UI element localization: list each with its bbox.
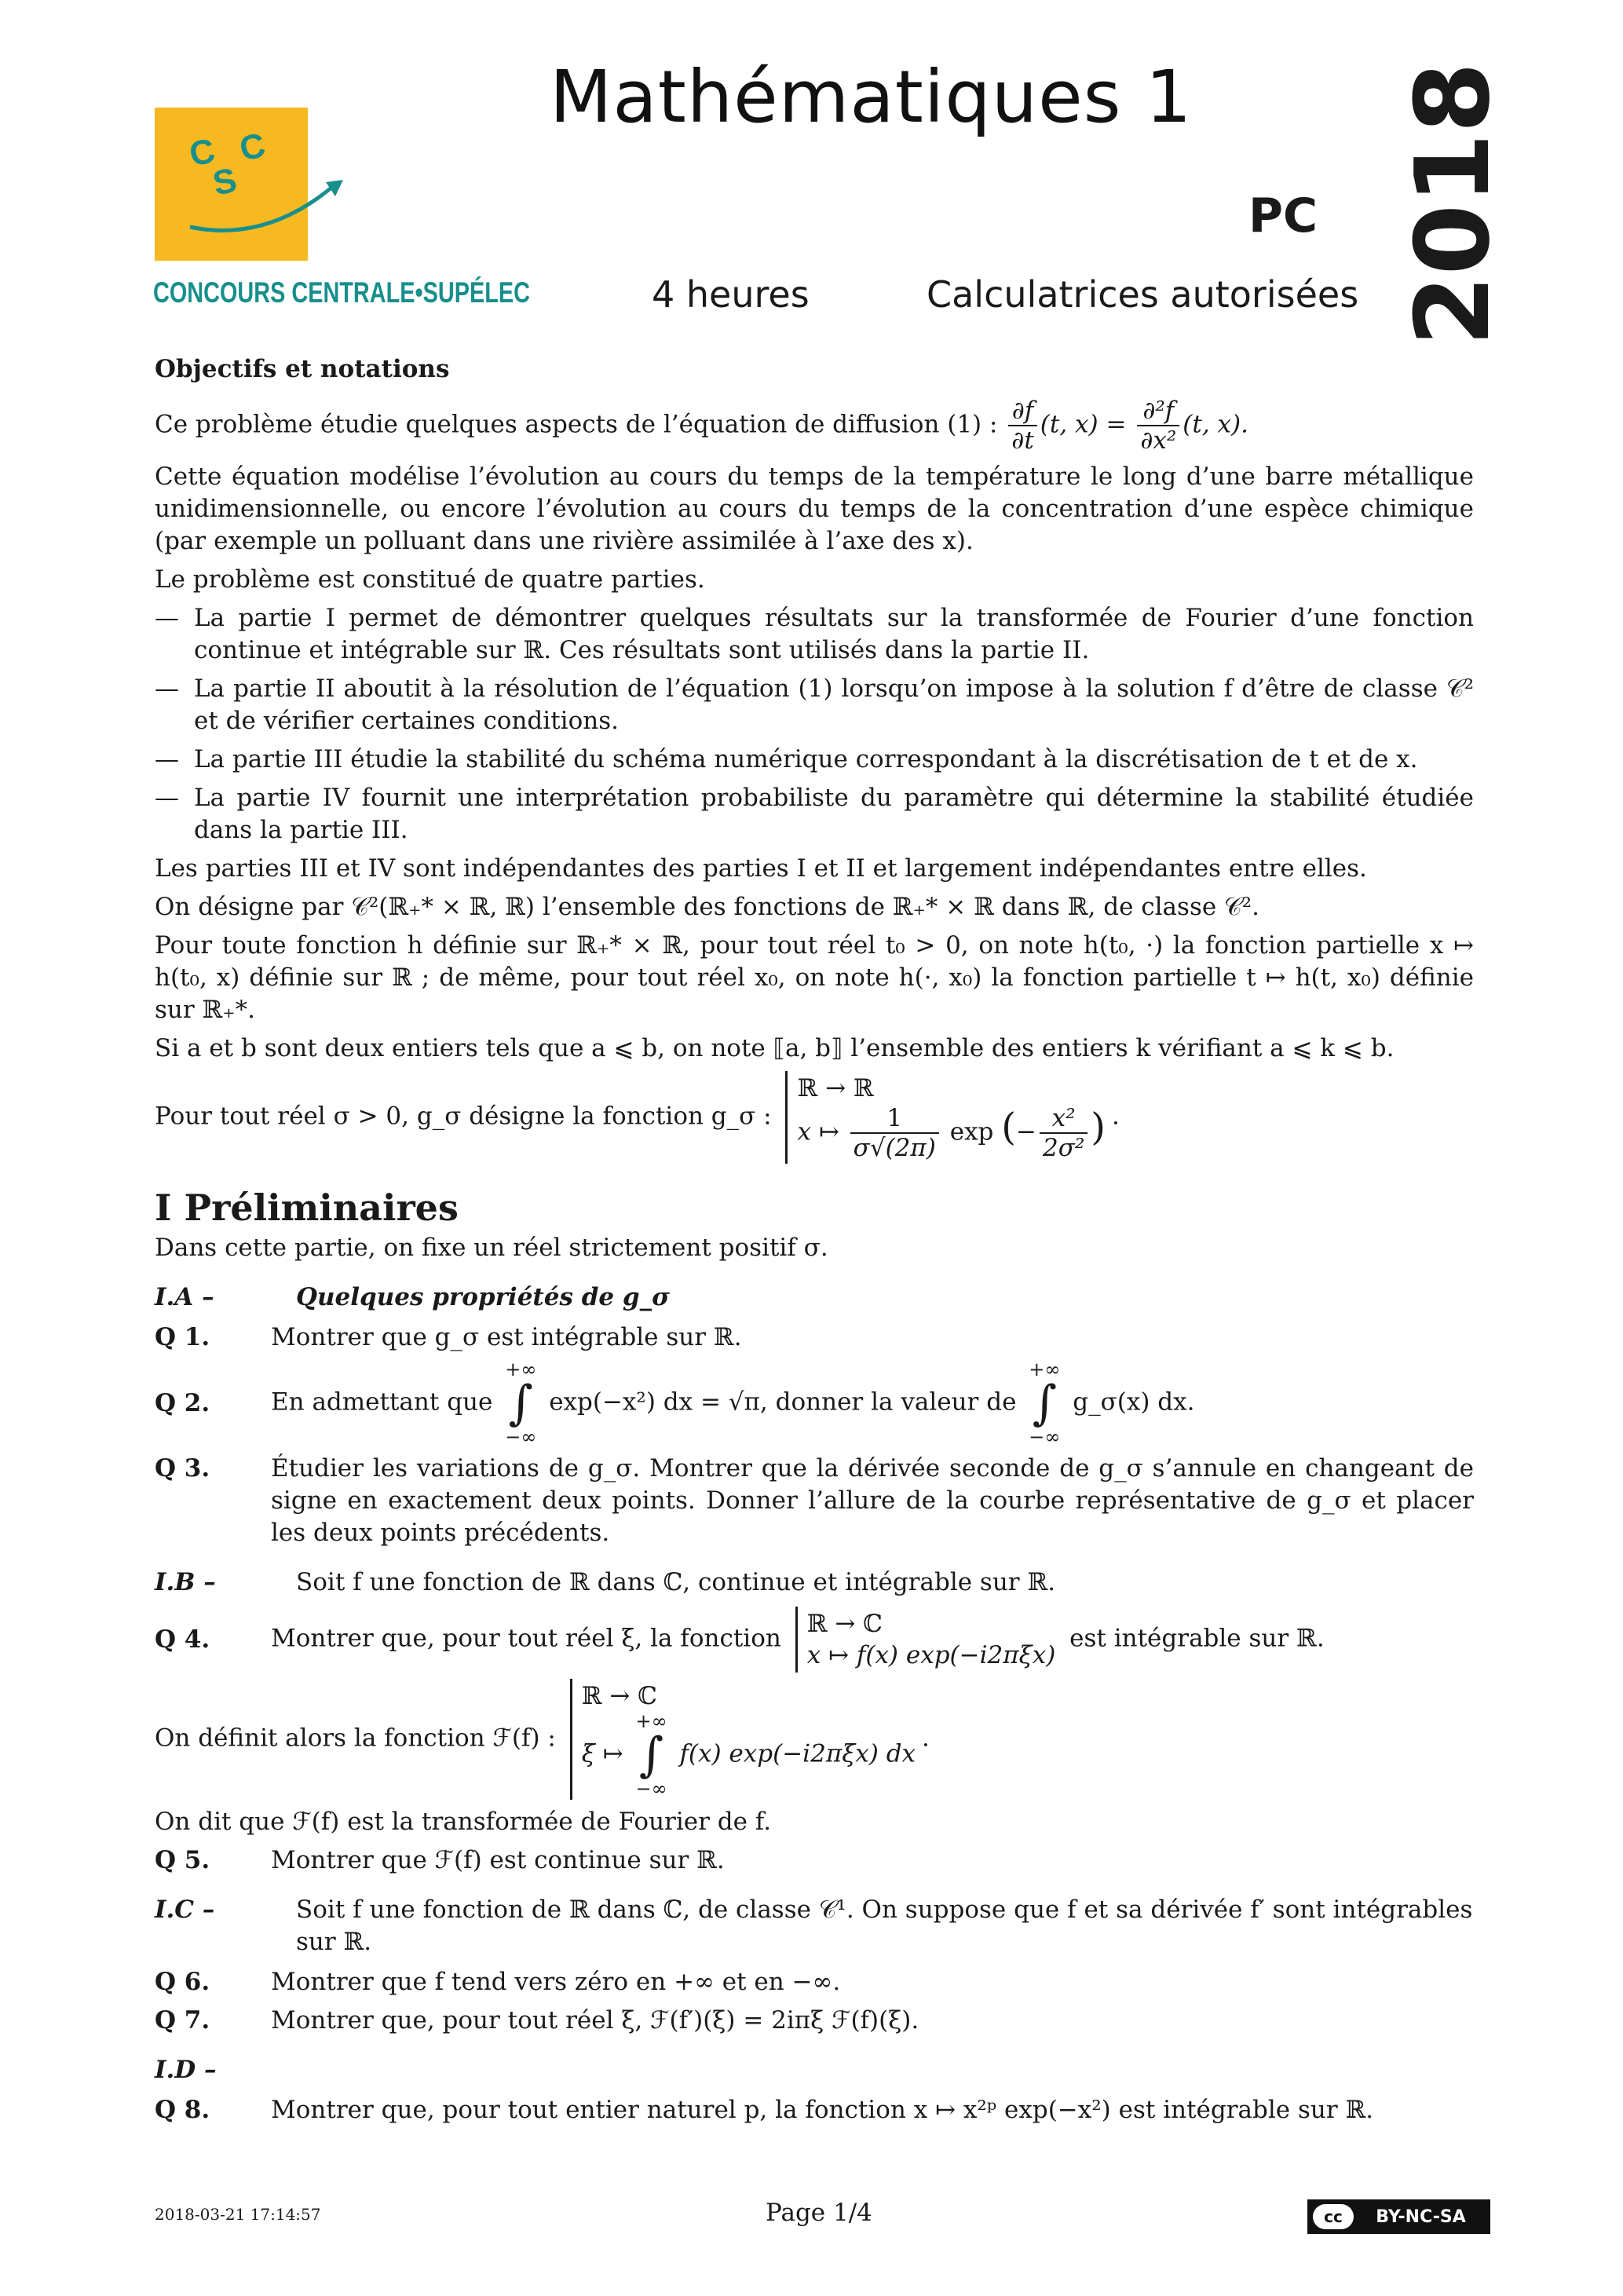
fourier-definition: On définit alors la fonction ℱ(f) : ℝ → ℂ ξ ↦ +∞ ∫ −∞ f(x) exp(−i2πξx) dx . <box>155 1679 1474 1800</box>
logo-letter-s: S <box>209 160 240 203</box>
equation-middle: (t, x) = <box>1040 410 1127 439</box>
footer-timestamp: 2018-03-21 17:14:57 <box>155 2205 321 2224</box>
list-item-part-3: — La partie III étudie la stabilité du schéma numérique correspondant à la discrétisation de t et de x. <box>155 745 1418 773</box>
license-text: BY-NC-SA <box>1376 2206 1466 2227</box>
logo-letter-c2: C <box>236 126 269 169</box>
exam-duration: 4 heures <box>652 273 810 316</box>
fourier-definition-name: On dit que ℱ(f) est la transformée de Fourier de f. <box>155 1808 772 1836</box>
question-7: Q 7. Montrer que, pour tout réel ξ, ℱ(f′)(ξ) = 2iπξ ℱ(f)(ξ). <box>155 2006 919 2035</box>
intro-heading: Objectifs et notations <box>155 355 450 383</box>
calculator-policy: Calculatrices autorisées <box>927 273 1359 316</box>
fourier-integrand-block: ℝ → ℂ x ↦ f(x) exp(−i2πξx) <box>795 1607 1056 1673</box>
intro-equation-paragraph <box>155 397 1474 455</box>
filiere-label: PC <box>1248 188 1318 243</box>
equation-end: (t, x). <box>1183 410 1248 439</box>
intro-paragraph-integer-interval: Si a et b sont deux entiers tels que a ⩽ b, on note ⟦a, b⟧ l’ensemble des entiers k vérifiant a ⩽ k ⩽ b. <box>155 1034 1395 1062</box>
subsection-ID: I.D – <box>155 2056 217 2084</box>
intro-paragraph-partial-functions: Pour toute fonction h définie sur ℝ₊* × ℝ, pour tout réel t₀ > 0, on note h(t₀, ·) la fonction partielle x ↦ h(t₀, x) définie sur ℝ ; de même, pour tout réel x₀, on note h(·, x₀) la fonction partielle t ↦ h(t, x₀) définie sur ℝ₊*. <box>155 931 1474 1024</box>
question-6: Q 6. Montrer que f tend vers zéro en +∞ et en −∞. <box>155 1968 841 1996</box>
question-1: Q 1. Montrer que g_σ est intégrable sur ℝ. <box>155 1323 742 1351</box>
creative-commons-icon: cc <box>1313 2204 1354 2229</box>
list-item-part-4: — La partie IV fournit une interprétation probabiliste du paramètre qui détermine la stabilité étudiée dans la partie III. <box>155 784 1474 844</box>
document-body <box>155 353 1474 2133</box>
exam-title: Mathématiques 1 <box>550 55 1193 139</box>
intro-paragraph-independence: Les parties III et IV sont indépendantes des parties I et II et largement indépendantes entre elles. <box>155 854 1367 883</box>
fourier-transform-block: ℝ → ℂ ξ ↦ +∞ ∫ −∞ f(x) exp(−i2πξx) dx <box>570 1679 916 1800</box>
gaussian-function-block: ℝ → ℝ x ↦ $\frac{1}{\sigma√(2\pi)}$ exp (− $\frac{\text{x²}}{\text{2σ²}}$ ) <box>785 1071 1106 1164</box>
integral-1: +∞ ∫ −∞ <box>505 1358 537 1448</box>
intro-paragraph-parts: Le problème est constitué de quatre parties. <box>155 565 705 594</box>
intro-paragraph-model: Cette équation modélise l’évolution au cours du temps de la température le long d’une barre métallique unidimensionnelle, ou encore l’évolution au cours du temps de la concentration d’une espèce chimique (par exemple un polluant dans une rivière assimilée à l’axe des x). <box>155 462 1474 555</box>
subsection-IB: I.B – Soit f une fonction de ℝ dans ℂ, continue et intégrable sur ℝ. <box>155 1568 1056 1596</box>
page-number: Page 1/4 <box>766 2199 872 2227</box>
intro-gaussian-definition: Pour tout réel σ > 0, g_σ désigne la fonction g_σ : ℝ → ℝ x ↦ $\frac{1}{\sigma√(2\pi)}$ exp (− $\frac{\text{x²}}{\text{2σ²}}$ ) . <box>155 1071 1474 1164</box>
logo-letter-c1: C <box>185 131 219 174</box>
integral-3: +∞ ∫ −∞ <box>635 1710 667 1800</box>
logo-graphic <box>155 108 359 265</box>
section-intro: Dans cette partie, on fixe un réel strictement positif σ. <box>155 1234 828 1262</box>
intro-equation-text: Ce problème étudie quelques aspects de l’équation de diffusion (1) : <box>155 410 998 439</box>
list-item-part-1: — La partie I permet de démontrer quelques résultats sur la transformée de Fourier d’une fonction continue et intégrable sur ℝ. Ces résultats sont utilisés dans la partie II. <box>155 604 1474 664</box>
partial-t-fraction: $\frac{\partial f}{\partial t}$ <box>1008 397 1037 455</box>
exam-year: 2018 <box>1393 62 1512 346</box>
integral-2: +∞ ∫ −∞ <box>1029 1358 1061 1448</box>
list-item-part-2: — La partie II aboutit à la résolution de l’équation (1) lorsqu’on impose à la solution f d’être de classe 𝒞² et de vérifier certaines conditions. <box>155 675 1474 735</box>
question-8: Q 8. Montrer que, pour tout entier naturel p, la fonction x ↦ x²ᵖ exp(−x²) est intégrable sur ℝ. <box>155 2096 1374 2124</box>
question-2: Q 2. En admettant que +∞ ∫ −∞ exp(−x²) dx = √π, donner la valeur de +∞ ∫ −∞ g_σ(x) dx. <box>155 1358 1195 1448</box>
subsection-IA: I.A – Quelques propriétés de g_σ <box>155 1283 670 1311</box>
subsection-IC: I.C – Soit f une fonction de ℝ dans ℂ, de classe 𝒞¹. On suppose que f et sa dérivée f′ sont intégrables sur ℝ. <box>155 1896 1473 1956</box>
concours-name: CONCOURS CENTRALE•SUPÉLEC <box>153 276 530 309</box>
question-3: Q 3. Étudier les variations de g_σ. Montrer que la dérivée seconde de g_σ s’annule en changeant de signe en exactement deux points. Donner l’allure de la courbe représentative de g_σ et placer les deux points précédents. <box>155 1454 1474 1547</box>
partial-xx-fraction: $\frac{\text{∂²f}}{\text{∂x²}}$ <box>1137 397 1179 455</box>
intro-paragraph-c2-notation: On désigne par 𝒞²(ℝ₊* × ℝ, ℝ) l’ensemble des fonctions de ℝ₊* × ℝ dans ℝ, de classe 𝒞². <box>155 893 1259 921</box>
question-4: Q 4. Montrer que, pour tout réel ξ, la fonction ℝ → ℂ x ↦ f(x) exp(−i2πξx) est intégrable sur ℝ. <box>155 1607 1474 1673</box>
question-5: Q 5. Montrer que ℱ(f) est continue sur ℝ. <box>155 1846 725 1874</box>
license-badge[interactable] <box>1307 2199 1490 2234</box>
section-title: I Préliminaires <box>155 1186 459 1229</box>
concours-logo <box>155 108 308 261</box>
